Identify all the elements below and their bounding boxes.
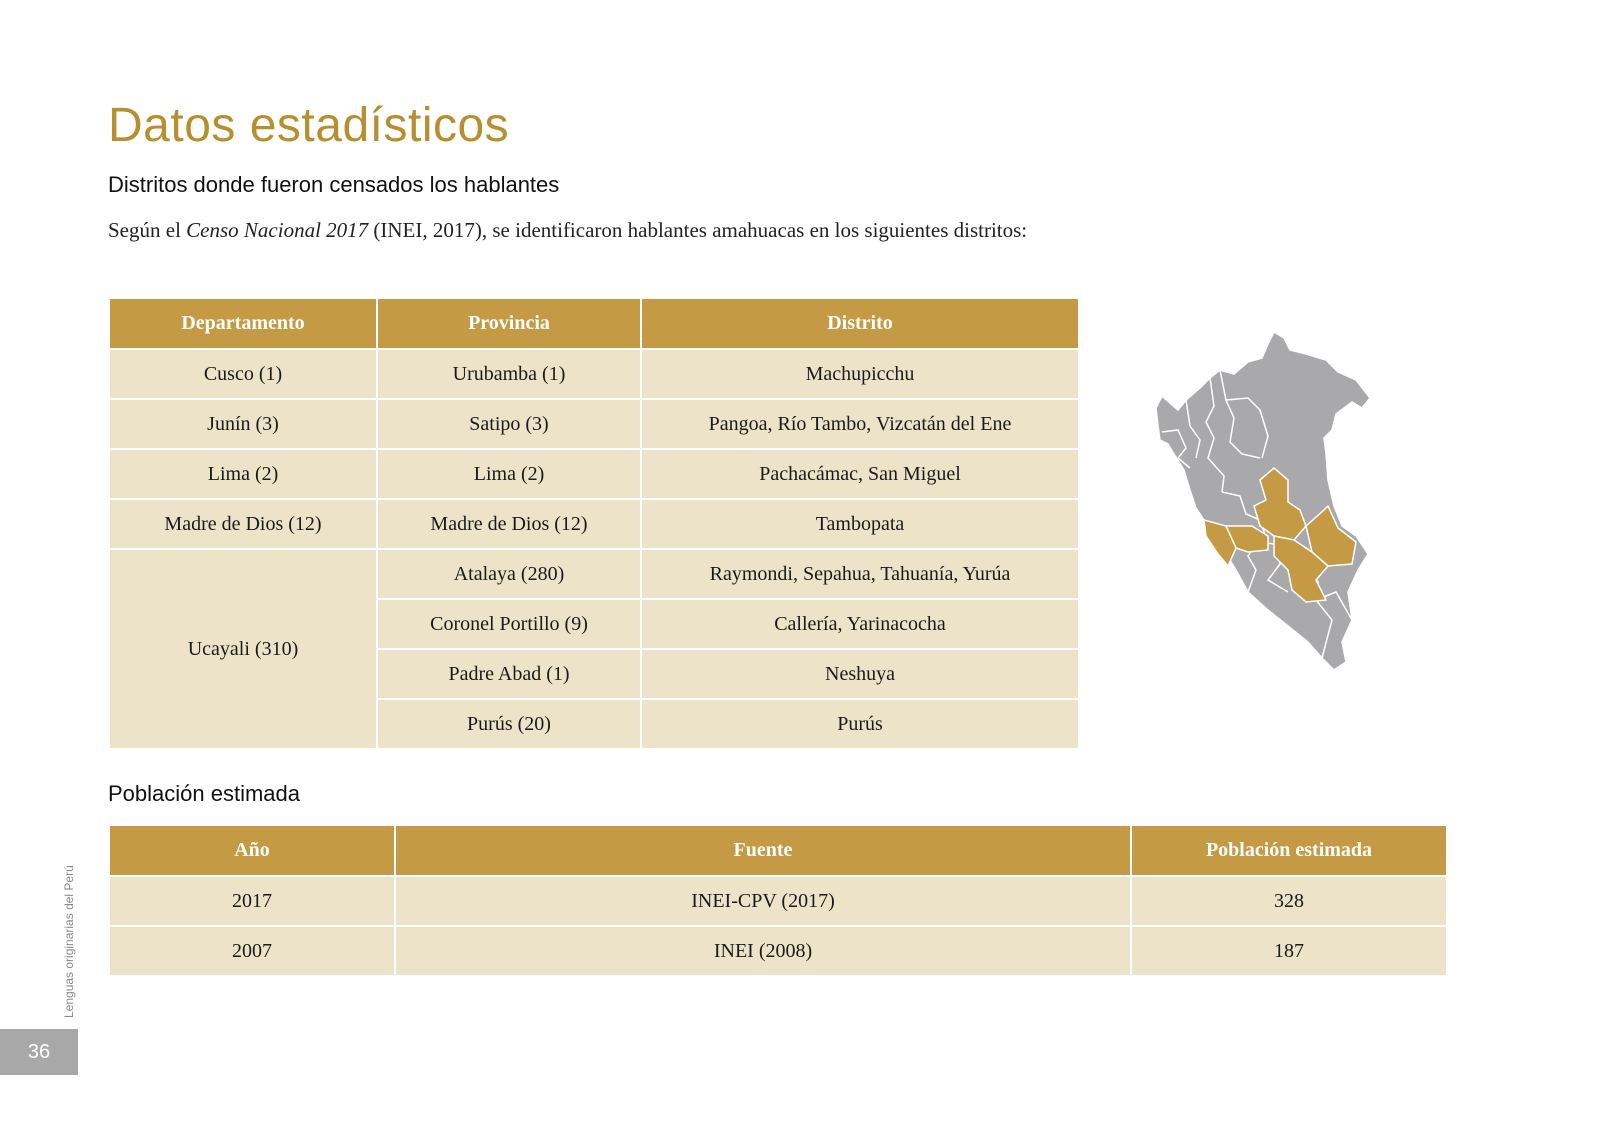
table-row: [109, 399, 1079, 449]
cell-year: 2017: [109, 876, 395, 926]
table-row: [109, 926, 1447, 976]
intro-text-before: Según el: [108, 218, 187, 242]
intro-paragraph: [108, 218, 1027, 243]
table-row: [109, 876, 1447, 926]
peru-map: [1156, 330, 1396, 685]
cell-distrito: Callería, Yarinacocha: [641, 599, 1079, 649]
section-title-districts: Distritos donde fueron censados los hablantes: [108, 172, 560, 197]
header-source: Fuente: [395, 825, 1131, 876]
cell-provincia: Padre Abad (1): [377, 649, 641, 699]
intro-text-after: (INEI, 2017), se identificaron hablantes amahuacas en los siguientes distritos:: [368, 218, 1028, 242]
page-number: 36: [0, 1029, 78, 1075]
cell-distrito: Pachacámac, San Miguel: [641, 449, 1079, 499]
header-distrito: Distrito: [641, 298, 1079, 349]
table-row: [109, 449, 1079, 499]
header-departamento: Departamento: [109, 298, 377, 349]
table-header-row: [109, 825, 1447, 876]
cell-distrito: Tambopata: [641, 499, 1079, 549]
table-row: [109, 349, 1079, 399]
cell-provincia: Satipo (3): [377, 399, 641, 449]
cell-provincia: Lima (2): [377, 449, 641, 499]
cell-provincia: Atalaya (280): [377, 549, 641, 599]
cell-source: INEI (2008): [395, 926, 1131, 976]
table-row: [109, 549, 1079, 599]
cell-distrito: Neshuya: [641, 649, 1079, 699]
cell-distrito: Raymondi, Sepahua, Tahuanía, Yurúa: [641, 549, 1079, 599]
cell-distrito: Pangoa, Río Tambo, Vizcatán del Ene: [641, 399, 1079, 449]
cell-departamento: Junín (3): [109, 399, 377, 449]
cell-departamento: Madre de Dios (12): [109, 499, 377, 549]
cell-source: INEI-CPV (2017): [395, 876, 1131, 926]
header-population: Población estimada: [1131, 825, 1447, 876]
table-row: [109, 499, 1079, 549]
intro-census-title: Censo Nacional 2017: [186, 218, 369, 242]
cell-population: 187: [1131, 926, 1447, 976]
districts-table: [108, 297, 1080, 750]
cell-provincia: Coronel Portillo (9): [377, 599, 641, 649]
header-provincia: Provincia: [377, 298, 641, 349]
cell-departamento: Ucayali (310): [109, 549, 377, 749]
cell-departamento: Lima (2): [109, 449, 377, 499]
table-header-row: [109, 298, 1079, 349]
cell-provincia: Madre de Dios (12): [377, 499, 641, 549]
side-label: Lenguas originarias del Perú: [62, 865, 76, 1018]
header-year: Año: [109, 825, 395, 876]
page-title: Datos estadísticos: [108, 99, 510, 152]
cell-distrito: Machupicchu: [641, 349, 1079, 399]
cell-provincia: Purús (20): [377, 699, 641, 749]
cell-departamento: Cusco (1): [109, 349, 377, 399]
cell-distrito: Purús: [641, 699, 1079, 749]
population-table: [108, 824, 1448, 977]
cell-provincia: Urubamba (1): [377, 349, 641, 399]
cell-year: 2007: [109, 926, 395, 976]
cell-population: 328: [1131, 876, 1447, 926]
section-title-population: Población estimada: [108, 781, 301, 806]
